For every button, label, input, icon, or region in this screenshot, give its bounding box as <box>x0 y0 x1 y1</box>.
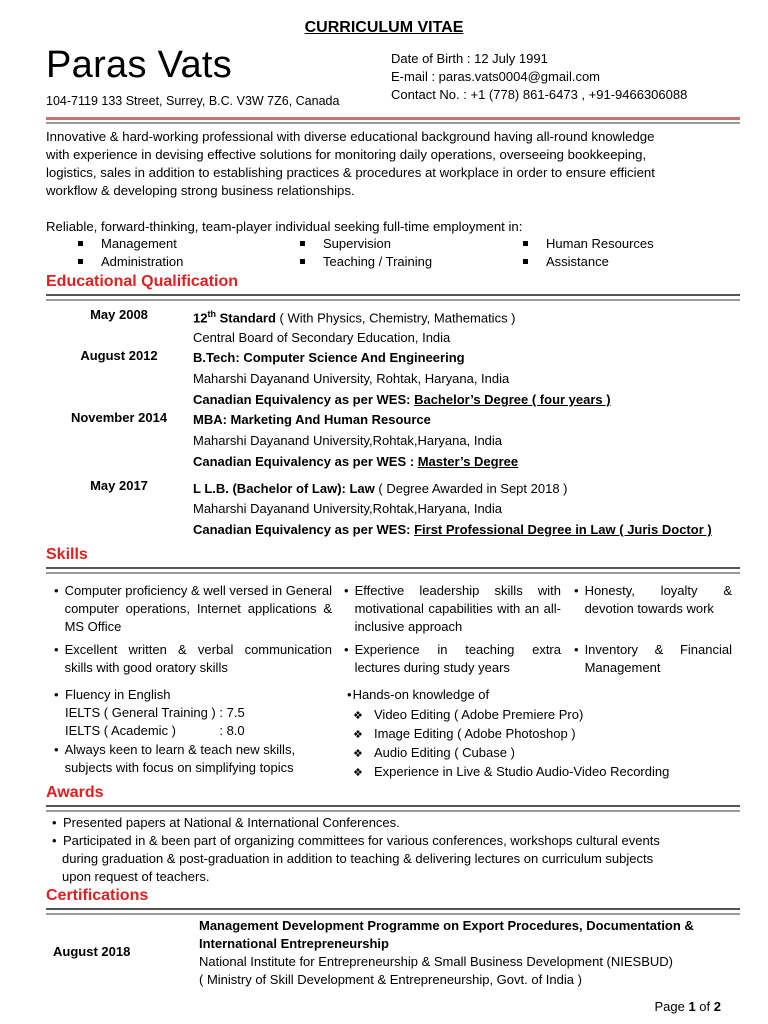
education-date: May 2017 <box>90 478 148 493</box>
skill-item: • Fluency in English IELTS ( General Training ) : 7.5 IELTS ( Academic ) : 8.0 <box>54 687 245 738</box>
education-title: MBA: Marketing And Human Resource <box>193 412 431 427</box>
list-item: ❖ Audio Editing ( Cubase ) <box>353 744 733 763</box>
header-divider-red <box>46 117 740 120</box>
list-item: ❖ Video Editing ( Adobe Premiere Pro) <box>353 706 733 725</box>
skill-item: • Computer proficiency & well versed in General computer operations, Internet applications & MS Office <box>54 583 332 634</box>
section-divider <box>46 572 740 574</box>
education-date: May 2008 <box>90 307 148 322</box>
certification-ministry: ( Ministry of Skill Development & Entrepreneurship, Govt. of India ) <box>199 972 582 987</box>
document-title: CURRICULUM VITAE <box>304 19 464 36</box>
education-institution: Central Board of Secondary Education, India <box>193 330 451 345</box>
education-equivalency: Canadian Equivalency as per WES : Master’s Degree <box>193 454 519 469</box>
candidate-name: Paras Vats <box>46 44 233 86</box>
education-equivalency: Canadian Equivalency as per WES: First Professional Degree in Law ( Juris Doctor ) <box>193 522 712 537</box>
interest-item: Management <box>78 236 177 251</box>
skill-item: • Effective leadership skills with motivational capabilities with an all-inclusive approach <box>344 583 561 634</box>
square-bullet-icon <box>300 259 305 264</box>
diamond-bullet-icon: ❖ <box>353 729 363 741</box>
education-institution: Maharshi Dayanand University,Rohtak,Haryana, India <box>193 501 503 516</box>
education-institution: Maharshi Dayanand University, Rohtak, Haryana, India <box>193 371 510 386</box>
address: 104-7119 133 Street, Surrey, B.C. V3W 7Z6, Canada <box>46 94 340 108</box>
certification-title: Management Development Programme on Export Procedures, Documentation & <box>199 918 694 933</box>
interest-item: Assistance <box>523 254 609 269</box>
section-divider <box>46 299 740 301</box>
diamond-bullet-icon: ❖ <box>353 748 363 760</box>
certifications-heading: Certifications <box>46 887 149 904</box>
education-institution: Maharshi Dayanand University,Rohtak,Haryana, India <box>193 433 503 448</box>
employment-intro: Reliable, forward-thinking, team-player individual seeking full-time employment in: <box>46 219 523 234</box>
list-item: ❖ Image Editing ( Adobe Photoshop ) <box>353 725 733 744</box>
section-divider <box>46 810 740 812</box>
editing-skills-list <box>353 706 733 782</box>
interest-item: Supervision <box>300 236 391 251</box>
skill-item: • Always keen to learn & teach new skills, subjects with focus on simplifying topics <box>54 742 296 775</box>
education-title: 12th Standard ( With Physics, Chemistry, Mathematics ) <box>193 309 516 326</box>
date-of-birth: Date of Birth : 12 July 1991 <box>391 51 548 66</box>
education-equivalency: Canadian Equivalency as per WES: Bachelor’s Degree ( four years ) <box>193 392 611 407</box>
section-divider <box>46 294 740 296</box>
summary <box>46 128 740 200</box>
certification-institution: National Institute for Entrepreneurship & Small Business Development (NIESBUD) <box>199 954 673 969</box>
skill-item: • Honesty, loyalty & devotion towards work <box>574 583 732 616</box>
skill-item: • Excellent written & verbal communication skills with good oratory skills <box>54 642 332 675</box>
award-item: • Participated in & been part of organizing committees for various conferences, workshops cultural events during graduation & post-graduation in addition to teaching & delivering lectures on curriculum subjects upon request of teachers. <box>52 833 660 884</box>
summary-line: workflow & developing strong business relationships. <box>46 183 355 198</box>
education-date: August 2012 <box>80 348 158 363</box>
page-number: Page 1 of 2 <box>654 999 721 1014</box>
summary-line: with experience in devising effective solutions for monitoring daily operations, overseeing bookkeeping, <box>46 147 647 162</box>
interest-item: Human Resources <box>523 236 654 251</box>
phone: Contact No. : +1 (778) 861-6473 , +91-9466306088 <box>391 87 688 102</box>
awards-heading: Awards <box>46 784 104 801</box>
skills-heading: Skills <box>46 546 88 563</box>
diamond-bullet-icon: ❖ <box>353 710 363 722</box>
square-bullet-icon <box>523 241 528 246</box>
square-bullet-icon <box>300 241 305 246</box>
section-divider <box>46 805 740 807</box>
certification-details <box>199 917 739 989</box>
square-bullet-icon <box>523 259 528 264</box>
square-bullet-icon <box>78 259 83 264</box>
summary-line: Innovative & hard-working professional with diverse educational background having all-round knowledge <box>46 129 655 144</box>
education-date: November 2014 <box>70 410 168 425</box>
section-divider <box>46 908 740 910</box>
section-divider <box>46 567 740 569</box>
diamond-bullet-icon: ❖ <box>353 767 363 779</box>
education-title: B.Tech: Computer Science And Engineering <box>193 350 465 365</box>
email: E-mail : paras.vats0004@gmail.com <box>391 69 600 84</box>
certification-title: International Entrepreneurship <box>199 936 389 951</box>
education-heading: Educational Qualification <box>46 273 239 290</box>
skill-item: • Experience in teaching extra lectures during study years <box>344 642 561 675</box>
interest-item: Administration <box>78 254 183 269</box>
section-divider <box>46 913 740 915</box>
header-divider-grey <box>46 122 740 124</box>
interest-item: Teaching / Training <box>300 254 432 269</box>
award-item: • Presented papers at National & International Conferences. <box>52 815 400 830</box>
list-item: ❖ Experience in Live & Studio Audio-Video Recording <box>353 763 733 782</box>
summary-line: logistics, sales in addition to establishing practices & procedures at workplace in order to ensure efficient <box>46 165 655 180</box>
education-title: L L.B. (Bachelor of Law): Law ( Degree Awarded in Sept 2018 ) <box>193 481 568 496</box>
certification-date: August 2018 <box>53 944 131 959</box>
square-bullet-icon <box>78 241 83 246</box>
skill-item: •Hands-on knowledge of <box>347 687 490 702</box>
skill-item: • Inventory & Financial Management <box>574 642 732 675</box>
